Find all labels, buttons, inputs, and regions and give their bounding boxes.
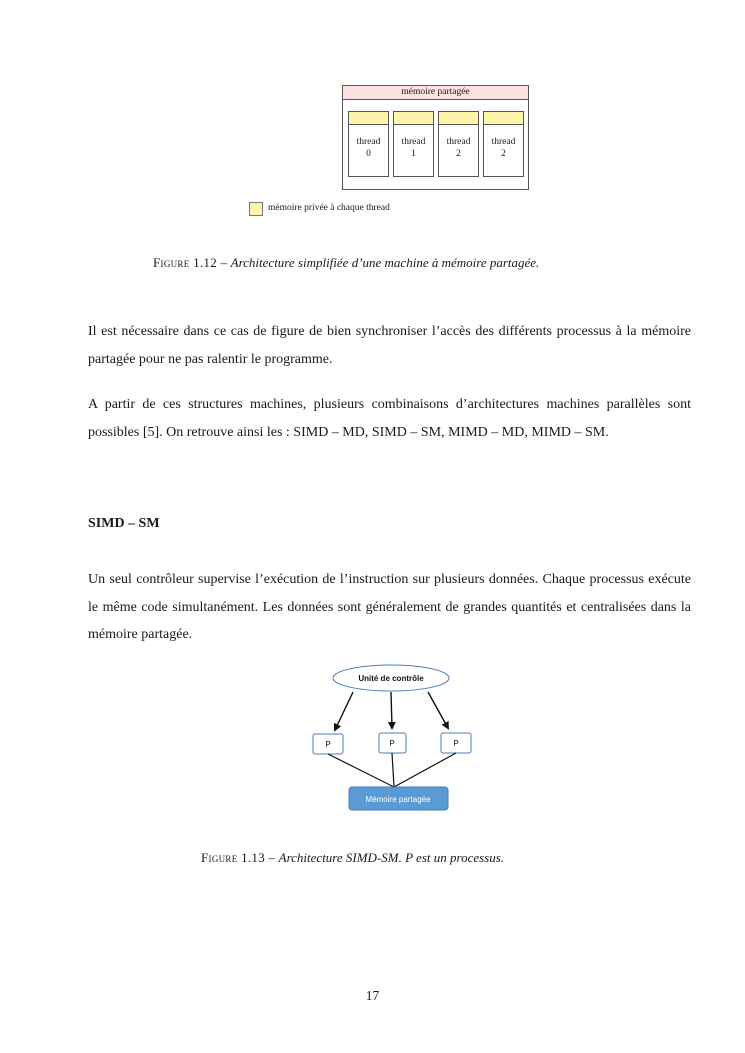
- private-memory-block: [393, 111, 434, 125]
- processor-label: P: [389, 739, 395, 748]
- legend-label: mémoire privée à chaque thread: [268, 203, 390, 213]
- paragraph-synchronisation: Il est nécessaire dans ce cas de figure de bien synchroniser l’accès des différents processus à la mémoire partagée pour ne pas ralentir le programme.: [88, 324, 691, 367]
- figure-caption-1-12: [153, 255, 539, 271]
- caption-label: Figure 1.12 –: [153, 255, 228, 270]
- shared-memory-label: mémoire partagée: [343, 86, 528, 100]
- thread-label: thread: [491, 137, 516, 147]
- thread-index: 2: [501, 149, 506, 159]
- thread-label: thread: [356, 137, 381, 147]
- shared-memory-diagram: [342, 85, 529, 190]
- thread-column: [483, 111, 524, 177]
- memory-link: [394, 753, 456, 787]
- processor-label: P: [453, 739, 459, 748]
- caption-text: Architecture simplifiée d’une machine à mémoire partagée.: [230, 255, 540, 270]
- caption-label: Figure 1.13 –: [201, 850, 276, 865]
- control-unit-label: Unité de contrôle: [358, 674, 424, 683]
- processor-label: P: [325, 740, 331, 749]
- caption-text: Architecture SIMD-SM. P est un processus.: [278, 850, 505, 865]
- thread-box: [348, 125, 389, 177]
- thread-box: [483, 125, 524, 177]
- thread-index: 1: [411, 149, 416, 159]
- paragraph-combinations: A partir de ces structures machines, plusieurs combinaisons d’architectures machines parallèles sont possibles [5]. On retrouve ainsi les : SIMD – MD, SIMD – SM, MIMD – MD, MIMD – SM.: [88, 397, 691, 440]
- thread-column: [393, 111, 434, 177]
- paragraph-simd-sm: Un seul contrôleur supervise l’exécution de l’instruction sur plusieurs données. Chaque processus exécute le même code simultanément. Les données sont généralement de grandes quantités et centralisées dans la mémoire partagée.: [88, 572, 691, 642]
- thread-column: [438, 111, 479, 177]
- thread-index: 0: [366, 149, 371, 159]
- page-number: 17: [365, 988, 380, 1003]
- thread-column: [348, 111, 389, 177]
- thread-box: [438, 125, 479, 177]
- simd-sm-diagram: [300, 660, 480, 820]
- thread-label: thread: [401, 137, 426, 147]
- arrow-to-processor: [335, 692, 353, 730]
- arrow-to-processor: [391, 692, 392, 728]
- arrow-to-processor: [428, 692, 448, 728]
- memory-link: [328, 754, 394, 787]
- figure-caption-1-13: [201, 850, 504, 866]
- thread-box: [393, 125, 434, 177]
- private-memory-block: [438, 111, 479, 125]
- section-heading: SIMD – SM: [88, 516, 160, 531]
- legend-swatch: [249, 202, 263, 216]
- memory-link: [392, 753, 394, 787]
- shared-memory-node-label: Mémoire partagée: [365, 795, 431, 804]
- private-memory-block: [483, 111, 524, 125]
- private-memory-block: [348, 111, 389, 125]
- thread-label: thread: [446, 137, 471, 147]
- thread-index: 2: [456, 149, 461, 159]
